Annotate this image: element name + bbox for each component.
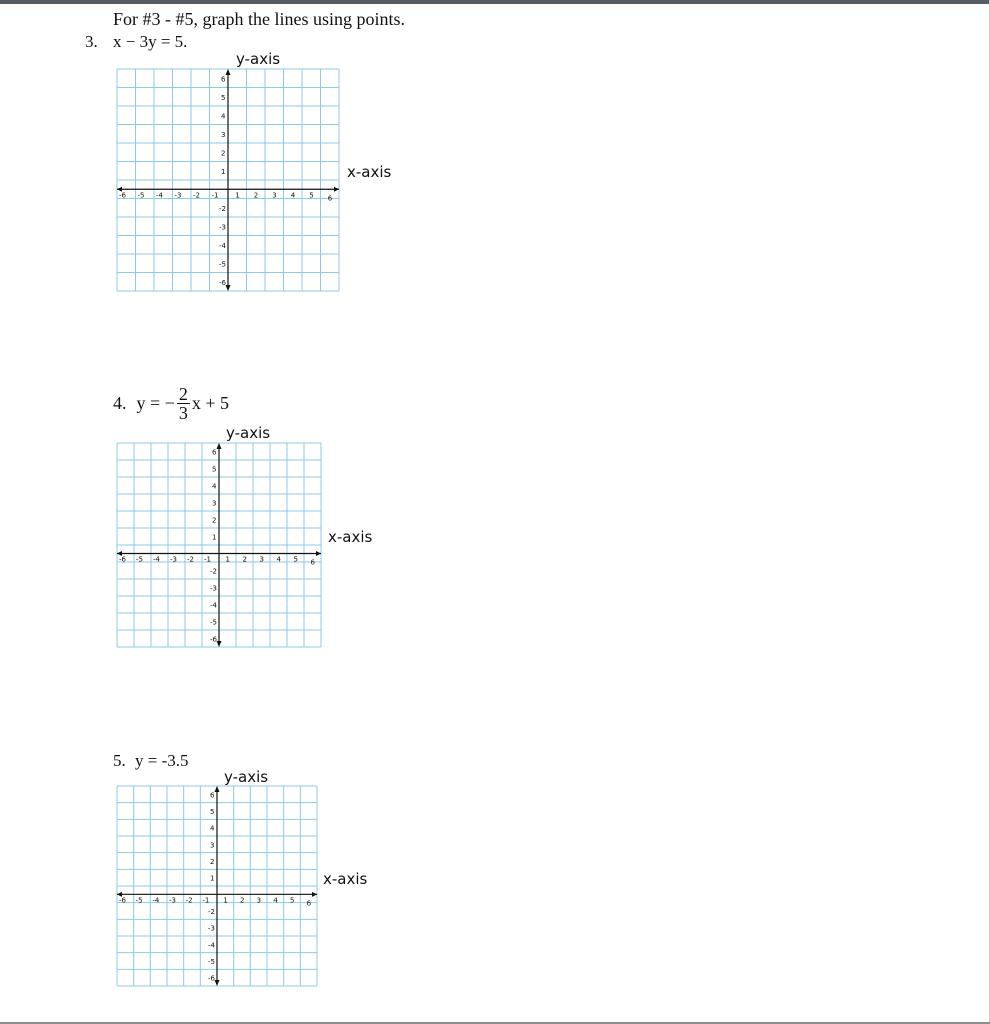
problem-4-fraction-denominator: 3: [178, 402, 188, 423]
instructions-text: For #3 - #5, graph the lines using points.: [113, 9, 405, 29]
graph-5-y-tick-label: -6: [208, 974, 215, 983]
graph-5-y-tick-label: -4: [208, 941, 215, 950]
graph-3-x-tick-label: -6: [119, 191, 126, 200]
graph-3-x-tick-label: -5: [137, 191, 145, 200]
window-top-bar: [0, 0, 990, 4]
graph-3-y-tick-label: 3: [221, 130, 226, 139]
graph-3-y-axis-title: y-axis: [236, 50, 281, 68]
graph-4-y-arrow-down-icon: [217, 641, 222, 647]
graph-4-y-tick-label: -5: [210, 618, 217, 627]
graph-4-y-tick-label: -3: [210, 584, 217, 593]
problem-4-rhs: x + 5: [191, 392, 229, 413]
graph-4-coordinate-grid[interactable]: [117, 443, 321, 647]
graph-3-y-tick-label: 2: [221, 149, 226, 158]
graph-5-x-tick-label: -6: [119, 896, 126, 905]
graph-4-y-tick-label: -6: [210, 635, 217, 644]
problem-4-equation: [113, 380, 229, 426]
graph-5-x-tick-label: 6: [306, 899, 312, 908]
graph-5-x-tick-label: -4: [152, 896, 160, 905]
graph-4-y-tick-label: -4: [210, 601, 217, 610]
graph-5-y-tick-label: 5: [210, 808, 215, 816]
graph-3-y-tick-label: 5: [221, 93, 226, 102]
graph-5-y-tick-label: -5: [208, 958, 215, 966]
graph-5-y-tick-label: 6: [210, 791, 215, 800]
problem-4-fraction: [177, 385, 190, 422]
graph-3-coordinate-grid[interactable]: [117, 69, 339, 291]
graph-5-x-tick-label: -5: [135, 896, 143, 905]
graph-4-x-tick-label: 1: [225, 555, 230, 564]
graph-4-x-tick-label: -2: [187, 555, 194, 564]
graph-4-x-axis-title: x-axis: [328, 528, 373, 546]
graph-3-y-arrow-up-icon: [226, 69, 231, 75]
graph-4-y-tick-label: -2: [210, 567, 217, 576]
problem-5-number: 5.: [113, 751, 126, 770]
graph-5-coordinate-grid[interactable]: [117, 786, 317, 986]
graph-4-y-tick-label: 5: [212, 465, 217, 474]
graph-3-x-tick-label: -4: [156, 191, 163, 200]
graph-5-y-tick-label: 3: [210, 841, 215, 850]
graph-3-x-tick-label: -1: [211, 191, 219, 200]
graph-3-y-tick-label: -3: [219, 223, 226, 232]
graph-3-x-axis-title: x-axis: [347, 163, 392, 181]
graph-4-y-arrow-up-icon: [217, 443, 222, 449]
graph-4-y-tick-label: 1: [212, 533, 217, 542]
graph-4-x-tick-label: 3: [259, 555, 264, 564]
graph-3-y-tick-label: -2: [219, 204, 226, 213]
graph-5-x-tick-label: -2: [185, 896, 193, 905]
graph-3-x-tick-label: 3: [272, 191, 277, 200]
graph-3-y-tick-label: -4: [219, 241, 226, 250]
graph-5-x-tick-label: 1: [223, 896, 228, 905]
problem-4-number: 4.: [113, 392, 127, 413]
graph-5-y-tick-label: 1: [210, 874, 215, 883]
graph-5-x-tick-label: 4: [273, 896, 278, 905]
graph-3-y-tick-label: 6: [221, 75, 226, 84]
graph-3-y-tick-label: -5: [219, 260, 226, 269]
graph-4-y-tick-label: 4: [212, 482, 217, 491]
graph-3-x-tick-label: 5: [309, 191, 314, 200]
graph-3-x-tick-label: 1: [235, 191, 240, 200]
graph-4-x-tick-label: 4: [276, 555, 281, 564]
graph-4-y-axis-title: y-axis: [226, 424, 271, 442]
graph-5-x-axis-title: x-axis: [323, 870, 368, 888]
graph-3-x-tick-label: -3: [174, 191, 182, 200]
graph-5-x-tick-label: -3: [169, 896, 176, 905]
graph-5-y-axis-title: y-axis: [224, 768, 269, 786]
graph-4-x-tick-label: -3: [170, 555, 177, 564]
graph-5-y-tick-label: 4: [210, 824, 215, 833]
graph-3-x-tick-label: 4: [290, 191, 296, 200]
graph-5-x-tick-label: -1: [202, 896, 210, 905]
graph-3-x-arrow-right-icon: [334, 187, 339, 192]
graph-5-y-tick-label: 2: [210, 858, 215, 866]
graph-5-x-tick-label: 2: [240, 896, 245, 905]
graph-4-x-tick-label: -1: [204, 555, 211, 564]
graph-4-x-tick-label: 5: [293, 555, 298, 564]
graph-5-y-arrow-up-icon: [215, 786, 220, 792]
graph-3-x-tick-label: -2: [193, 191, 200, 200]
problem-4-fraction-numerator: 2: [178, 383, 188, 404]
graph-3-y-arrow-down-icon: [226, 285, 231, 291]
problem-3-equation: x − 3y = 5.: [113, 32, 188, 51]
problem-5-equation: y = -3.5: [135, 751, 189, 770]
graph-5-x-tick-label: 5: [290, 896, 295, 905]
graph-5-x-arrow-right-icon: [312, 892, 317, 897]
problem-4-lhs: y = −: [136, 392, 175, 413]
graph-4-x-tick-label: 6: [310, 558, 315, 567]
graph-4-y-tick-label: 3: [212, 499, 217, 508]
graph-3-x-tick-label: 2: [253, 191, 259, 200]
graph-3-y-tick-label: 1: [221, 167, 226, 176]
graph-5-x-tick-label: 3: [256, 896, 262, 905]
graph-4-x-tick-label: -6: [119, 555, 126, 564]
graph-4-y-tick-label: 2: [212, 516, 217, 525]
graph-4-x-tick-label: -4: [153, 555, 160, 564]
graph-4-x-tick-label: 2: [242, 555, 247, 564]
graph-5-y-tick-label: -2: [208, 908, 215, 916]
graph-3-y-tick-label: -6: [219, 278, 226, 287]
graph-5-y-arrow-down-icon: [215, 980, 220, 986]
graph-3-x-tick-label: 6: [327, 194, 333, 203]
problem-3-number: 3.: [85, 32, 98, 51]
graph-5-y-tick-label: -3: [208, 924, 215, 933]
graph-4-x-tick-label: -5: [136, 555, 143, 564]
graph-4-x-arrow-right-icon: [316, 551, 321, 556]
graph-3-y-tick-label: 4: [221, 112, 226, 121]
graph-4-y-tick-label: 6: [212, 448, 217, 457]
